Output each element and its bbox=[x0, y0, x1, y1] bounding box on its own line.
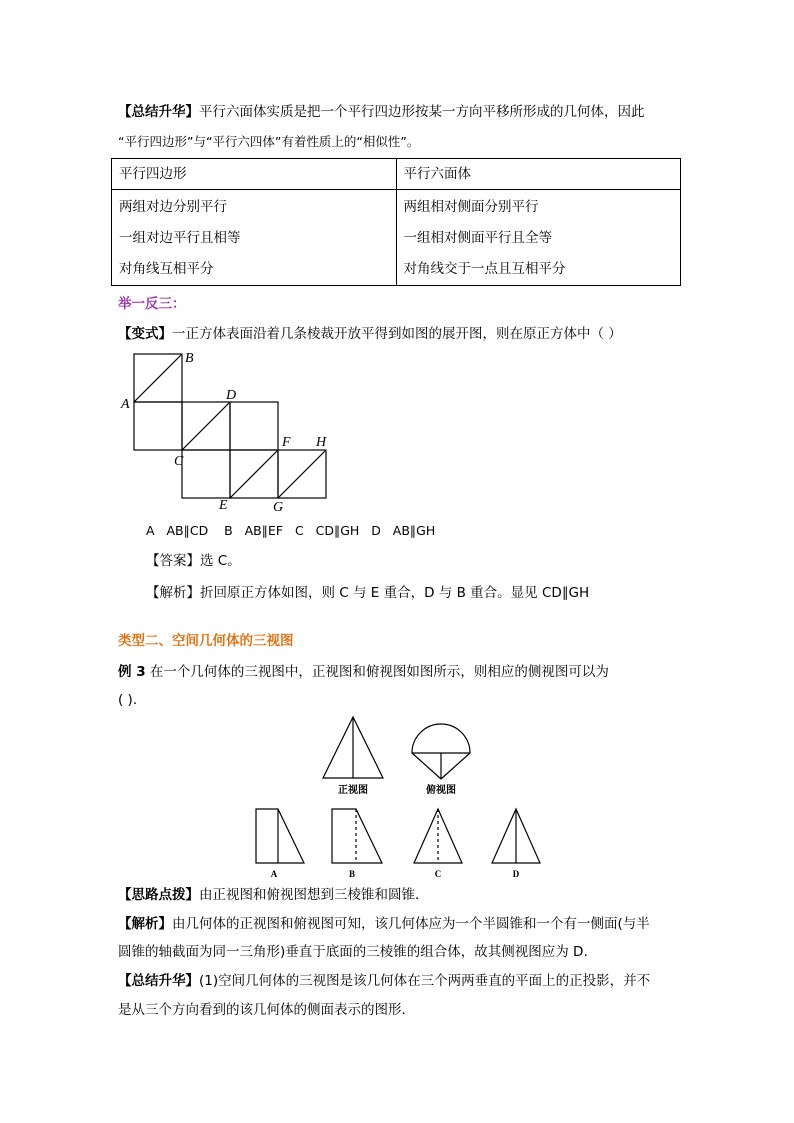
label-e: E bbox=[219, 498, 228, 513]
table-line: 对角线交于一点且互相平分 bbox=[403, 261, 566, 277]
table-line: 一组相对侧面平行且全等 bbox=[403, 230, 552, 246]
table-line: 两组对边分别平行 bbox=[119, 199, 227, 215]
variant-label: 【变式】 bbox=[118, 326, 172, 342]
table-line: 一组对边平行且相等 bbox=[119, 230, 241, 246]
label-h: H bbox=[316, 435, 327, 450]
cube-net-figure bbox=[118, 348, 338, 518]
net-diagonal-ab bbox=[134, 354, 182, 402]
practice-analysis bbox=[146, 583, 706, 603]
net-square bbox=[182, 450, 230, 498]
type2-analysis-1 bbox=[118, 914, 678, 934]
summary-paragraph bbox=[118, 102, 678, 122]
label-g: G bbox=[273, 500, 284, 515]
type2-summary-text-2: 是从三个方向看到的该几何体的侧面表示的图形． bbox=[118, 1002, 415, 1018]
label-b: B bbox=[185, 351, 194, 366]
net-diagonal-gh bbox=[278, 450, 326, 498]
variant-text: 一正方体表面沿着几条棱裁开放平得到如图的展开图，则在原正方体中（ ） bbox=[172, 326, 622, 342]
table-header-cell: 平行六面体 bbox=[396, 159, 681, 190]
net-square bbox=[134, 402, 182, 450]
type2-summary-text-1: (1)空间几何体的三视图是该几何体在三个两两垂直的平面上的正投影，并不 bbox=[199, 973, 651, 989]
top-view-label: 俯视图 bbox=[426, 785, 456, 796]
type2-heading: 类型二、空间几何体的三视图 bbox=[118, 633, 294, 649]
table-cell-right bbox=[396, 190, 681, 286]
type2-analysis-text-2: 圆锥的轴截面为同一三角形)垂直于底面的三棱锥的组合体，故其侧视图应为 D. bbox=[118, 944, 588, 960]
answer-text: 选 C。 bbox=[200, 553, 241, 569]
choice-b-shape bbox=[332, 809, 382, 863]
hint-text: 由正视图和俯视图想到三棱锥和圆锥． bbox=[199, 887, 429, 903]
choice-d-label: D bbox=[512, 869, 520, 879]
example-label: 例 3 bbox=[118, 664, 146, 680]
table-line: 两组相对侧面分别平行 bbox=[403, 199, 539, 215]
practice-question bbox=[118, 324, 678, 344]
example-line-2: ( ). bbox=[118, 692, 138, 708]
choice-b-label: B bbox=[348, 869, 356, 879]
net-diagonal-ef bbox=[230, 450, 278, 498]
label-a: A bbox=[121, 397, 130, 412]
top-view-semicircle bbox=[412, 724, 470, 753]
choice-a-label: A bbox=[270, 869, 278, 879]
answer-label: 【答案】 bbox=[146, 553, 200, 569]
answer-line bbox=[146, 551, 706, 571]
label-f: F bbox=[282, 435, 291, 450]
front-view-label: 正视图 bbox=[338, 785, 368, 796]
table-header-cell: 平行四边形 bbox=[112, 159, 397, 190]
label-c: C bbox=[174, 454, 184, 469]
choice-options: A AB∥CD B AB∥EF C CD∥GH D AB∥GH bbox=[146, 523, 436, 538]
net-diagonal-cd bbox=[182, 402, 230, 450]
analysis-label: 【解析】 bbox=[146, 585, 200, 601]
analysis-text: 折回原正方体如图，则 C 与 E 重合，D 与 B 重合。显见 CD∥GH bbox=[200, 585, 590, 601]
top-view-edge bbox=[412, 753, 441, 779]
summary-text-1: 平行六面体实质是把一个平行四边形按某一方向平移所形成的几何体，因此 bbox=[199, 104, 645, 120]
choice-a-shape bbox=[256, 809, 304, 863]
net-square bbox=[230, 402, 278, 450]
type2-analysis-label: 【解析】 bbox=[118, 916, 172, 932]
example-line-1 bbox=[118, 662, 678, 682]
three-views-figure bbox=[318, 712, 478, 798]
practice-heading: 举一反三： bbox=[118, 296, 186, 312]
example-text: 在一个几何体的三视图中，正视图和俯视图如图所示，则相应的侧视图可以为 bbox=[145, 664, 609, 680]
summary-label: 【总结升华】 bbox=[118, 104, 199, 120]
comparison-table bbox=[111, 158, 681, 286]
hint-line bbox=[118, 885, 678, 905]
type2-summary-1 bbox=[118, 971, 678, 991]
type2-analysis-text-1: 由几何体的正视图和俯视图可知，该几何体应为一个半圆锥和一个有一侧面(与半 bbox=[172, 916, 650, 932]
table-header-row bbox=[112, 159, 681, 190]
table-cell-left bbox=[112, 190, 397, 286]
label-d: D bbox=[226, 388, 237, 403]
hint-label: 【思路点拨】 bbox=[118, 887, 199, 903]
table-row bbox=[112, 190, 681, 286]
choice-c-label: C bbox=[434, 869, 442, 879]
side-view-choices bbox=[248, 805, 548, 881]
table-line: 对角线互相平分 bbox=[119, 261, 214, 277]
top-view-edge bbox=[441, 753, 470, 779]
summary-text-2: “平行四边形”与“平行六四体”有着性质上的“相似性”。 bbox=[118, 134, 420, 149]
type2-summary-label: 【总结升华】 bbox=[118, 973, 199, 989]
